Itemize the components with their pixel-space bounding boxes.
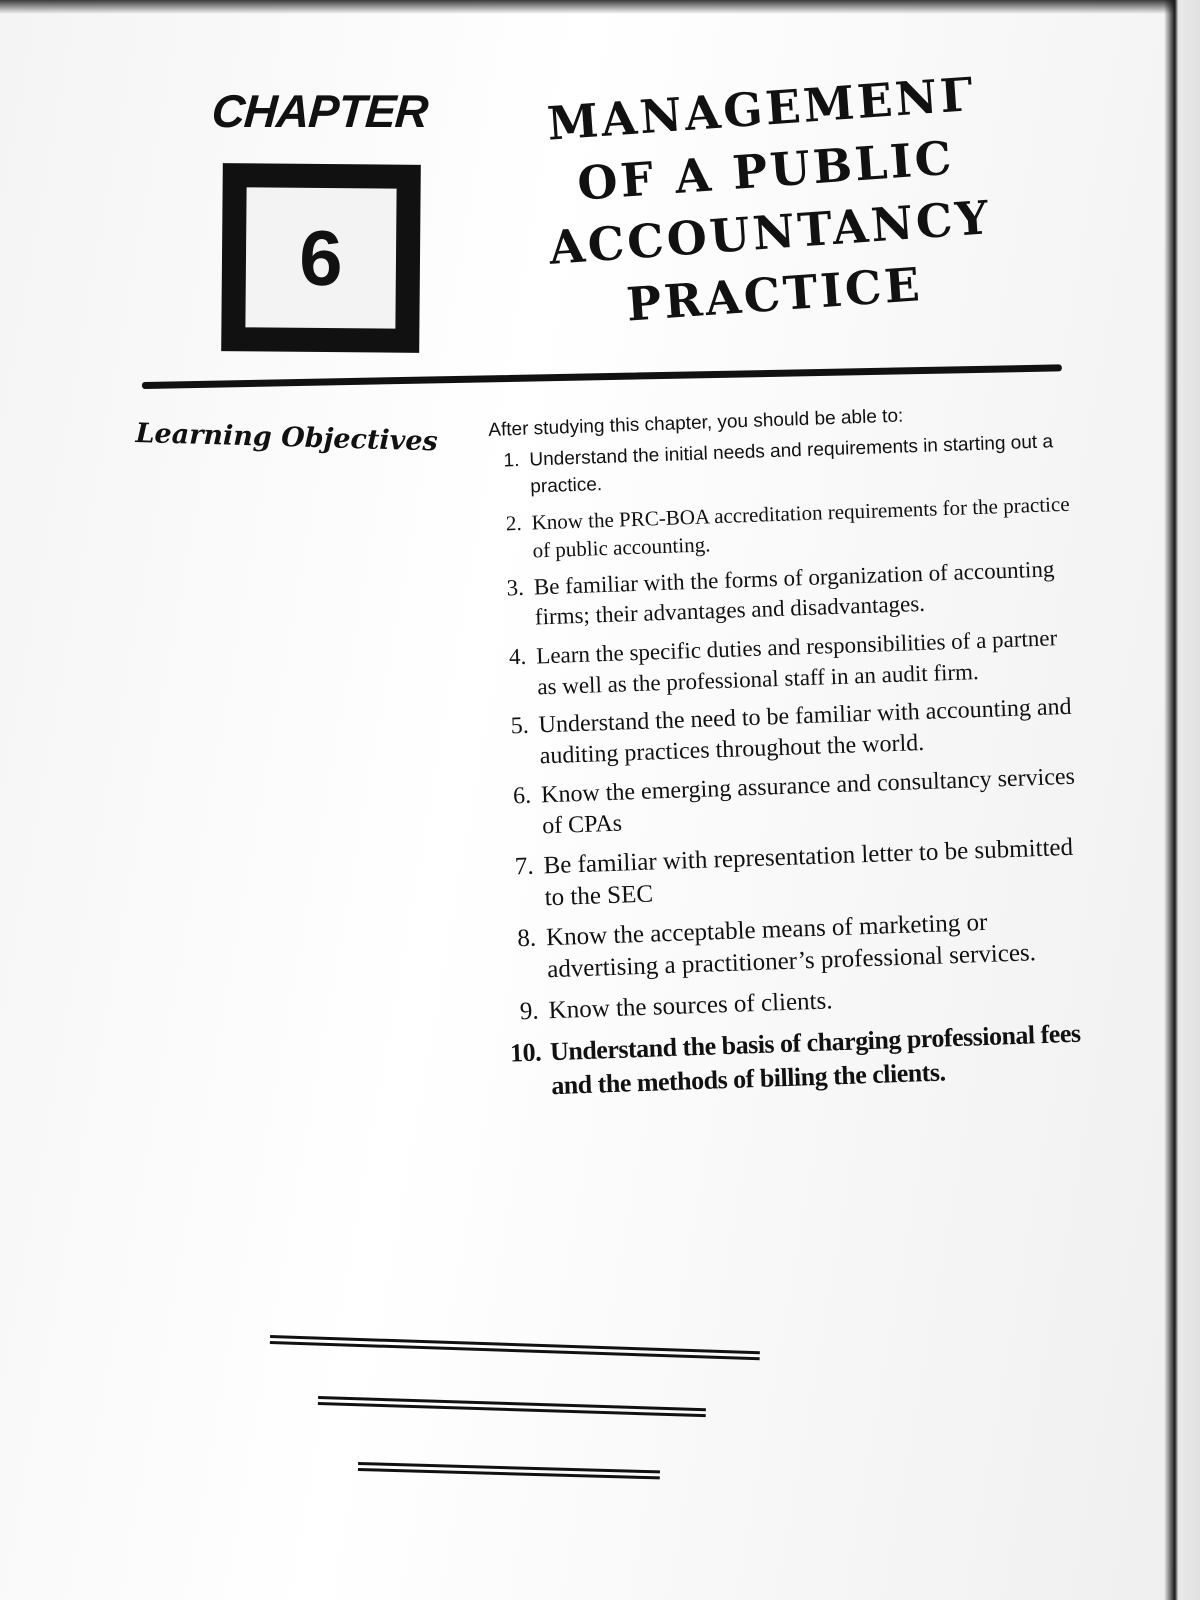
chapter-number: 6 [298, 213, 344, 302]
chapter-title-line: ACCOUNTANCY [547, 190, 994, 275]
title-divider-rule [142, 364, 1062, 389]
objectives-heading: Learning Objectives [135, 418, 439, 458]
decorative-rule [270, 1335, 760, 1360]
objective-number: 4. [508, 643, 527, 670]
objective-text: Learn the specific duties and responsibilities of a partner as well as the professional staff in an audit firm. [535, 625, 1058, 700]
objective-text: Be familiar with the forms of organization of accounting firms; their advantages and disadvantages. [533, 556, 1055, 630]
objective-number: 3. [506, 574, 525, 601]
objective-text: Understand the initial needs and requirements in starting out a practice. [529, 431, 1054, 498]
objectives-list [488, 400, 1097, 1113]
objective-item [491, 490, 1078, 566]
objective-item [498, 691, 1085, 773]
objective-text: Know the PRC-BOA accreditation requirements for the practice of public accounting. [531, 491, 1070, 563]
objective-text: Understand the basis of charging professional fees and the methods of billing the clients. [549, 1018, 1081, 1101]
objective-text: Know the emerging assurance and consultancy services of CPAs [540, 763, 1076, 840]
decorative-rule [358, 1462, 660, 1479]
chapter-number-box [221, 163, 421, 353]
objective-number: 1. [503, 449, 520, 472]
chapter-label: CHAPTER [210, 85, 430, 137]
page-top-shadow [0, 0, 1200, 14]
objective-number: 7. [514, 852, 535, 881]
objective-item [510, 1016, 1097, 1104]
page-right-edge [1164, 0, 1200, 1600]
objective-item [506, 903, 1093, 987]
objective-item [493, 553, 1080, 633]
objective-number: 5. [510, 712, 530, 740]
objective-text: Be familiar with representation letter to be submitted to the SEC [543, 833, 1074, 912]
chapter-title-line: OF A PUBLIC [575, 130, 957, 211]
objective-item [501, 761, 1088, 843]
decorative-rule [318, 1396, 706, 1417]
objective-text: Know the acceptable means of marketing or advertising a practitioner’s professional services. [545, 908, 1037, 984]
objective-number: 10. [509, 1037, 542, 1068]
objectives-intro: After studying this chapter, you should be able to: [488, 405, 904, 441]
objective-number: 8. [516, 924, 537, 953]
chapter-title-line: MANAGEMENΓ [545, 66, 978, 151]
objective-number: 9. [519, 997, 540, 1026]
objective-item [496, 621, 1083, 703]
objective-number: 2. [505, 510, 523, 536]
chapter-title-line: PRACTICE [624, 257, 925, 332]
objective-text: Know the sources of clients. [548, 987, 833, 1025]
objective-item [503, 831, 1090, 915]
objective-number: 6. [512, 782, 532, 810]
objective-text: Understand the need to be familiar with accounting and auditing practices throughout the world. [538, 693, 1072, 770]
chapter-title [500, 60, 1036, 344]
